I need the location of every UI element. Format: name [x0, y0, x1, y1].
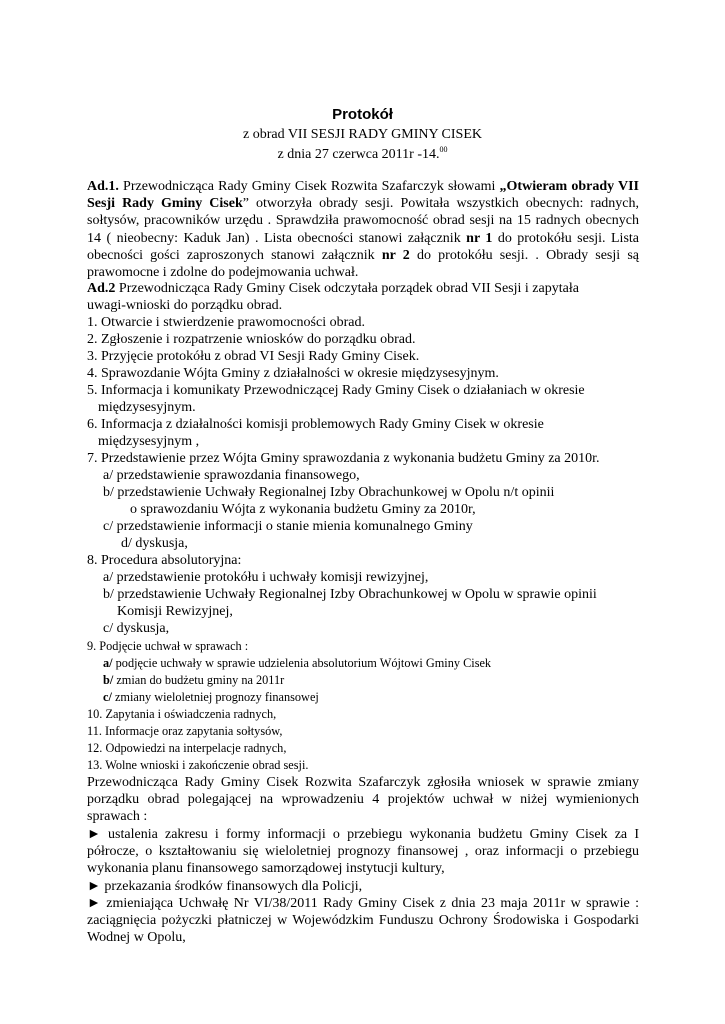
- ad1-attachment-nr2: nr 2: [381, 247, 410, 263]
- ad1-paragraph: [87, 178, 639, 281]
- agenda-item-continuation: międzysesyjnym.: [98, 400, 196, 415]
- agenda-item-9c: [103, 690, 319, 705]
- motion-bullet-1-text: ustalenia zakresu i formy informacji o przebiegu wykonania budżetu Gminy Cisek za I półrocze, o kształtowaniu się wieloletniej prognozy finansowej , oraz informacji o przebiegu wykonania planu finansowego samorządowej instytucji kultury,: [87, 827, 639, 877]
- item9a-label: a/: [103, 656, 113, 670]
- ad1-text-3: do protokółu sesji. Lista obecności gości zaproszonych stanowi załącznik: [87, 230, 640, 263]
- agenda-item: 3. Przyjęcie protokółu z obrad VI Sesji Rady Gminy Cisek.: [87, 349, 420, 364]
- agenda-item: 4. Sprawozdanie Wójta Gminy z działalności w okresie międzysesyjnym.: [87, 366, 499, 381]
- agenda-subitem: b/ przedstawienie Uchwały Regionalnej Izby Obrachunkowej w Opolu w sprawie opinii: [103, 587, 597, 602]
- document-title: Protokół: [332, 106, 393, 123]
- agenda-item: 8. Procedura absolutoryjna:: [87, 553, 242, 568]
- agenda-item: 7. Przedstawienie przez Wójta Gminy sprawozdania z wykonania budżetu Gminy za 2010r.: [87, 451, 600, 466]
- ad2-text-1: Przewodnicząca Rady Gminy Cisek odczytała porządek obrad VII Sesji i zapytała: [115, 281, 579, 296]
- session-time-superscript: 00: [439, 145, 448, 154]
- motion-bullet-3-text: zmieniająca Uchwałę Nr VI/38/2011 Rady Gminy Cisek z dnia 23 maja 2011r w sprawie : zaciągnięcia pożyczki płatniczej w Wojewódzkim Funduszu Ochrony Środowiska i Gospodarki Wodnej w Opolu,: [87, 896, 639, 946]
- agenda-item: 6. Informacja z działalności komisji problemowych Rady Gminy Cisek w okresie: [87, 417, 544, 432]
- item9a-text: podjęcie uchwały w sprawie udzielenia absolutorium Wójtowi Gminy Cisek: [112, 656, 492, 670]
- agenda-subitem: c/ przedstawienie informacji o stanie mienia komunalnego Gminy: [103, 519, 473, 534]
- bullet-arrow-icon: ►: [87, 827, 101, 842]
- agenda-subitem: d/ dyskusja,: [121, 536, 188, 551]
- agenda-item-13: 13. Wolne wnioski i zakończenie obrad sesji.: [87, 758, 309, 772]
- motion-bullet-2: [87, 878, 639, 895]
- agenda-item-9b: [103, 673, 284, 688]
- session-subtitle: z obrad VII SESJI RADY GMINY CISEK: [242, 127, 483, 142]
- session-date: [0, 145, 725, 163]
- agenda-subitem: c/ dyskusja,: [103, 621, 170, 636]
- agenda-item: 1. Otwarcie i stwierdzenie prawomocności obrad.: [87, 315, 365, 330]
- agenda-item: 5. Informacja i komunikaty Przewodniczącej Rady Gminy Cisek o działaniach w okresie: [87, 383, 585, 398]
- ad2-line-2: uwagi-wnioski do porządku obrad.: [87, 298, 283, 313]
- item9c-text: zmiany wieloletniej prognozy finansowej: [111, 690, 319, 704]
- motion-bullet-1: [87, 826, 639, 878]
- agenda-item: 2. Zgłoszenie i rozpatrzenie wniosków do porządku obrad.: [87, 332, 416, 347]
- agenda-item-9a: [103, 656, 491, 671]
- agenda-item-11: 11. Informacje oraz zapytania sołtysów,: [87, 724, 283, 738]
- motion-bullet-2-text: przekazania środków finansowych dla Policji,: [100, 879, 363, 894]
- agenda-item-10: 10. Zapytania i oświadczenia radnych,: [87, 707, 277, 721]
- item9b-text: zmian do budżetu gminy na 2011r: [113, 673, 285, 687]
- agenda-subitem: a/ przedstawienie protokółu i uchwały komisji rewizyjnej,: [103, 570, 429, 585]
- ad2-line-1: [87, 281, 579, 297]
- ad1-label: Ad.1.: [87, 179, 119, 194]
- motion-bullet-3: [87, 895, 639, 947]
- agenda-subitem-continuation: o sprawozdaniu Wójta z wykonania budżetu Gminy za 2010r,: [130, 502, 476, 517]
- agenda-item-12: 12. Odpowiedzi na interpelacje radnych,: [87, 741, 287, 755]
- ad1-text-4: do protokółu sesji. . Obrady sesji są prawomocne i zdolne do podejmowania uchwał.: [87, 247, 639, 281]
- session-date-text: z dnia 27 czerwca 2011r -14.: [277, 147, 440, 162]
- ad2-label: Ad.2: [87, 281, 116, 296]
- agenda-subitem-continuation: Komisji Rewizyjnej,: [117, 604, 233, 619]
- ad1-quote: „Otwieram obrady VII Sesji Rady Gminy Cisek: [87, 179, 639, 212]
- agenda-item-continuation: międzysesyjnym ,: [98, 434, 200, 449]
- ad1-attachment-nr1: nr 1: [466, 230, 493, 246]
- item9b-label: b/: [103, 673, 114, 687]
- item9c-label: c/: [103, 690, 112, 704]
- ad1-text-1: Przewodnicząca Rady Gminy Cisek Rozwita Szafarczyk słowami: [118, 179, 500, 194]
- ad1-text-2: ” otworzyła obrady sesji. Powitała wszystkich obecnych: radnych, sołtysów, pracowników urzędu . Sprawdziła prawomocność obrad sesji na 15 radnych obecnych 14 ( nieobecny: Kaduk Jan) . Lista obecności stanowi załącznik: [87, 196, 639, 246]
- agenda-item-9: 9. Podjęcie uchwał w sprawach :: [87, 639, 249, 653]
- agenda-subitem: a/ przedstawienie sprawozdania finansowego,: [103, 468, 360, 483]
- bullet-arrow-icon: ►: [87, 879, 101, 894]
- motion-paragraph: Przewodnicząca Rady Gminy Cisek Rozwita Szafarczyk zgłosiła wniosek w sprawie zmiany porządku obrad polegającej na wprowadzeniu 4 projektów uchwał w niżej wymienionych sprawach :: [87, 775, 639, 825]
- agenda-subitem: b/ przedstawienie Uchwały Regionalnej Izby Obrachunkowej w Opolu n/t opinii: [103, 485, 555, 500]
- bullet-arrow-icon: ►: [87, 896, 101, 911]
